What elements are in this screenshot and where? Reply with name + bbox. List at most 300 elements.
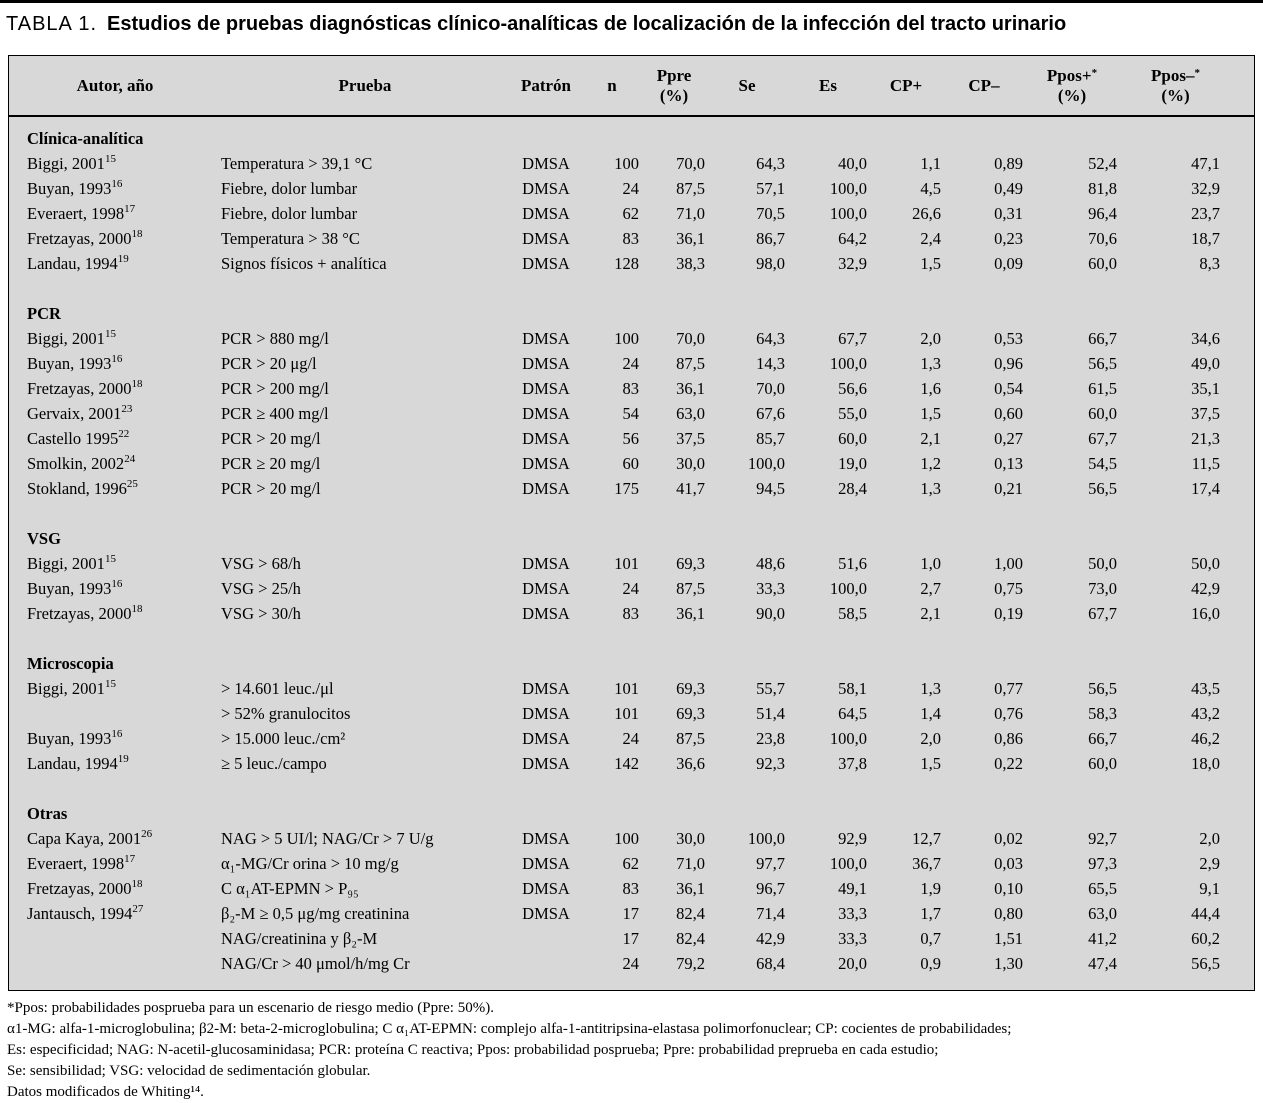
value-cell: 30,0: [676, 829, 705, 848]
reference-superscript: 18: [131, 227, 143, 240]
author-cell: [9, 926, 221, 951]
reference-superscript: 22: [118, 427, 130, 440]
value-cell: 33,3: [756, 579, 785, 598]
value-cell: 70,6: [1088, 229, 1117, 248]
value-cell: 1,7: [920, 904, 941, 923]
value-cell: 8,3: [1199, 254, 1220, 273]
table-header-row: [9, 56, 1254, 116]
value-cell: 54,5: [1088, 454, 1117, 473]
value-cell: 92,7: [1088, 829, 1117, 848]
diagnostics-table: [9, 56, 1254, 990]
standard-cell: DMSA: [522, 329, 570, 348]
author-cell: Buyan, 1993$^{16}$: [27, 577, 123, 598]
test-cell: C α₁AT-EPMN > P₉₅: [221, 879, 359, 898]
author-cell: Castello 1995$^{22}$: [27, 427, 130, 448]
page-title: [6, 11, 1256, 37]
value-cell: 0,96: [994, 354, 1023, 373]
value-cell: 70,0: [756, 379, 785, 398]
table-row: [9, 851, 1254, 876]
column-header: Se: [707, 56, 787, 116]
value-cell: 40,0: [838, 154, 867, 173]
value-cell: 0,77: [994, 679, 1023, 698]
value-cell: 1,9: [920, 879, 941, 898]
value-cell: 55,0: [838, 404, 867, 423]
value-cell: 100: [614, 829, 639, 848]
value-cell: 19,0: [838, 454, 867, 473]
value-cell: 100,0: [829, 729, 867, 748]
column-header: Ppos+* (%): [1025, 56, 1119, 116]
table-row: [9, 576, 1254, 601]
test-cell: NAG > 5 UI/l; NAG/Cr > 7 U/g: [221, 829, 434, 848]
table-row: [9, 351, 1254, 376]
value-cell: 41,7: [676, 479, 705, 498]
standard-cell: DMSA: [522, 679, 570, 698]
standard-cell: DMSA: [522, 429, 570, 448]
value-cell: 0,75: [994, 579, 1023, 598]
value-cell: 55,7: [756, 679, 785, 698]
value-cell: 2,4: [920, 229, 941, 248]
value-cell: 142: [614, 754, 639, 773]
reference-superscript: 23: [121, 402, 133, 415]
value-cell: 100: [614, 329, 639, 348]
section-name: VSG: [27, 529, 61, 548]
standard-cell: [509, 951, 583, 990]
value-cell: 73,0: [1088, 579, 1117, 598]
value-cell: 48,6: [756, 554, 785, 573]
reference-superscript: 15: [104, 552, 116, 565]
value-cell: 60,0: [838, 429, 867, 448]
reference-superscript: 25: [126, 477, 138, 490]
footnote: Se: sensibilidad; VSG: velocidad de sedimentación globular.: [7, 1063, 371, 1079]
test-cell: NAG/creatinina y β₂-M: [221, 929, 378, 948]
value-cell: 1,4: [920, 704, 941, 723]
value-cell: 24: [622, 179, 639, 198]
table-row: [9, 476, 1254, 501]
value-cell: 47,1: [1191, 154, 1220, 173]
value-cell: 1,2: [920, 454, 941, 473]
value-cell: 14,3: [756, 354, 785, 373]
value-cell: 50,0: [1191, 554, 1220, 573]
reference-superscript: 27: [132, 902, 144, 915]
value-cell: 0,22: [994, 754, 1023, 773]
value-cell: 1,1: [920, 154, 941, 173]
value-cell: 2,7: [920, 579, 941, 598]
section-spacer: [9, 626, 1254, 651]
author-cell: Stokland, 1996$^{25}$: [27, 477, 138, 498]
standard-cell: DMSA: [522, 179, 570, 198]
section-name: Microscopia: [27, 654, 114, 673]
value-cell: 54: [622, 404, 639, 423]
test-cell: > 52% granulocitos: [221, 704, 351, 723]
value-cell: 101: [614, 554, 639, 573]
table-row: [9, 376, 1254, 401]
value-cell: 85,7: [756, 429, 785, 448]
value-cell: 96,4: [1088, 204, 1117, 223]
section-header: [9, 301, 1254, 326]
value-cell: 49,0: [1191, 354, 1220, 373]
value-cell: 83: [622, 604, 639, 623]
value-cell: 0,54: [994, 379, 1023, 398]
test-cell: Temperatura > 38 °C: [221, 229, 360, 248]
value-cell: 65,5: [1088, 879, 1117, 898]
spacer-cell: [9, 626, 1254, 651]
value-cell: 101: [614, 704, 639, 723]
value-cell: 60,2: [1191, 929, 1220, 948]
value-cell: 60,0: [1088, 254, 1117, 273]
value-cell: 43,2: [1191, 704, 1220, 723]
table-row: [9, 901, 1254, 926]
value-cell: 90,0: [756, 604, 785, 623]
value-cell: 69,3: [676, 679, 705, 698]
table-row: [9, 726, 1254, 751]
value-cell: 30,0: [676, 454, 705, 473]
column-header: Ppre (%): [641, 56, 707, 116]
value-cell: 1,0: [920, 554, 941, 573]
value-cell: 37,8: [838, 754, 867, 773]
value-cell: 64,3: [756, 329, 785, 348]
value-cell: 0,7: [920, 929, 941, 948]
value-cell: 36,1: [676, 604, 705, 623]
value-cell: 52,4: [1088, 154, 1117, 173]
standard-cell: [509, 926, 583, 951]
value-cell: 71,0: [676, 854, 705, 873]
footnote: Datos modificados de Whiting¹⁴.: [7, 1084, 204, 1100]
value-cell: 58,1: [838, 679, 867, 698]
value-cell: 33,3: [838, 929, 867, 948]
value-cell: 12,7: [912, 829, 941, 848]
value-cell: 24: [622, 954, 639, 973]
value-cell: 21,3: [1191, 429, 1220, 448]
section-header: [9, 801, 1254, 826]
value-cell: 94,5: [756, 479, 785, 498]
value-cell: 32,9: [1191, 179, 1220, 198]
value-cell: 32,9: [838, 254, 867, 273]
value-cell: 0,31: [994, 204, 1023, 223]
reference-superscript: 16: [111, 352, 123, 365]
value-cell: 1,3: [920, 679, 941, 698]
author-cell: Biggi, 2001$^{15}$: [27, 677, 116, 698]
value-cell: 100,0: [829, 204, 867, 223]
standard-cell: DMSA: [522, 579, 570, 598]
value-cell: 46,2: [1191, 729, 1220, 748]
value-cell: 49,1: [838, 879, 867, 898]
standard-cell: DMSA: [522, 704, 570, 723]
test-cell: VSG > 25/h: [221, 579, 301, 598]
section-name: Otras: [27, 804, 68, 823]
value-cell: 41,2: [1088, 929, 1117, 948]
value-cell: 87,5: [676, 579, 705, 598]
value-cell: 64,5: [838, 704, 867, 723]
value-cell: 58,3: [1088, 704, 1117, 723]
value-cell: 70,0: [676, 329, 705, 348]
value-cell: 1,5: [920, 254, 941, 273]
value-cell: 66,7: [1088, 329, 1117, 348]
reference-superscript: 17: [124, 852, 136, 865]
section-header: [9, 116, 1254, 151]
column-header: CP–: [943, 56, 1025, 116]
test-cell: ≥ 5 leuc./campo: [221, 754, 327, 773]
value-cell: 100,0: [747, 454, 785, 473]
table-row: [9, 551, 1254, 576]
test-cell: > 15.000 leuc./cm²: [221, 729, 346, 748]
value-cell: 0,13: [994, 454, 1023, 473]
value-cell: 0,80: [994, 904, 1023, 923]
reference-superscript: 16: [111, 177, 123, 190]
author-cell: Fretzayas, 2000$^{18}$: [27, 227, 143, 248]
value-cell: 50,0: [1088, 554, 1117, 573]
value-cell: 67,7: [1088, 429, 1117, 448]
section-name: PCR: [27, 304, 61, 323]
standard-cell: DMSA: [522, 729, 570, 748]
test-cell: α₁-MG/Cr orina > 10 mg/g: [221, 854, 399, 873]
value-cell: 61,5: [1088, 379, 1117, 398]
table-title-text: Estudios de pruebas diagnósticas clínico-analíticas de localización de la infección del tracto urinario: [107, 13, 1067, 35]
value-cell: 86,7: [756, 229, 785, 248]
standard-cell: DMSA: [522, 254, 570, 273]
value-cell: 0,9: [920, 954, 941, 973]
author-cell: Gervaix, 2001$^{23}$: [27, 402, 133, 423]
value-cell: 36,6: [676, 754, 705, 773]
value-cell: 0,27: [994, 429, 1023, 448]
value-cell: 37,5: [1191, 404, 1220, 423]
reference-superscript: 19: [117, 752, 129, 765]
table-row: [9, 151, 1254, 176]
test-cell: PCR ≥ 20 mg/l: [221, 454, 321, 473]
section-header: [9, 651, 1254, 676]
value-cell: 60: [622, 454, 639, 473]
table-row: [9, 426, 1254, 451]
table-row: [9, 876, 1254, 901]
standard-cell: DMSA: [522, 479, 570, 498]
value-cell: 0,23: [994, 229, 1023, 248]
value-cell: 33,3: [838, 904, 867, 923]
section-spacer: [9, 276, 1254, 301]
value-cell: 4,5: [920, 179, 941, 198]
value-cell: 0,89: [994, 154, 1023, 173]
table-body: [9, 116, 1254, 990]
value-cell: 2,1: [920, 604, 941, 623]
value-cell: 82,4: [676, 904, 705, 923]
standard-cell: DMSA: [522, 454, 570, 473]
value-cell: 1,30: [994, 954, 1023, 973]
value-cell: 56,6: [838, 379, 867, 398]
value-cell: 36,1: [676, 379, 705, 398]
value-cell: 69,3: [676, 704, 705, 723]
reference-superscript: 15: [104, 677, 116, 690]
value-cell: 67,7: [1088, 604, 1117, 623]
test-cell: Fiebre, dolor lumbar: [221, 204, 358, 223]
value-cell: 63,0: [1088, 904, 1117, 923]
value-cell: 100: [614, 154, 639, 173]
value-cell: 0,10: [994, 879, 1023, 898]
value-cell: 62: [622, 204, 639, 223]
section-spacer: [9, 501, 1254, 526]
standard-cell: DMSA: [522, 754, 570, 773]
value-cell: 56,5: [1088, 354, 1117, 373]
test-cell: β₂-M ≥ 0,5 μg/mg creatinina: [221, 904, 410, 923]
value-cell: 34,6: [1191, 329, 1220, 348]
value-cell: 83: [622, 229, 639, 248]
value-cell: 69,3: [676, 554, 705, 573]
author-cell: Buyan, 1993$^{16}$: [27, 352, 123, 373]
value-cell: 36,1: [676, 229, 705, 248]
table-row: [9, 701, 1254, 726]
column-header: n: [583, 56, 641, 116]
author-cell: Biggi, 2001$^{15}$: [27, 152, 116, 173]
value-cell: 71,0: [676, 204, 705, 223]
section-header: [9, 526, 1254, 551]
reference-superscript: 19: [117, 252, 129, 265]
value-cell: 83: [622, 379, 639, 398]
value-cell: 56,5: [1088, 679, 1117, 698]
test-cell: PCR > 880 mg/l: [221, 329, 329, 348]
standard-cell: DMSA: [522, 854, 570, 873]
value-cell: 56,5: [1088, 479, 1117, 498]
value-cell: 0,60: [994, 404, 1023, 423]
standard-cell: DMSA: [522, 354, 570, 373]
value-cell: 60,0: [1088, 404, 1117, 423]
reference-superscript: 15: [104, 152, 116, 165]
value-cell: 68,4: [756, 954, 785, 973]
test-cell: PCR > 20 μg/l: [221, 354, 317, 373]
value-cell: 92,9: [838, 829, 867, 848]
test-cell: > 14.601 leuc./μl: [221, 679, 334, 698]
value-cell: 0,09: [994, 254, 1023, 273]
value-cell: 43,5: [1191, 679, 1220, 698]
value-cell: 23,7: [1191, 204, 1220, 223]
value-cell: 24: [622, 729, 639, 748]
value-cell: 17,4: [1191, 479, 1220, 498]
value-cell: 23,8: [756, 729, 785, 748]
table-row: [9, 451, 1254, 476]
author-cell: Biggi, 2001$^{15}$: [27, 327, 116, 348]
value-cell: 97,3: [1088, 854, 1117, 873]
table-row: [9, 326, 1254, 351]
author-cell: Biggi, 2001$^{15}$: [27, 552, 116, 573]
value-cell: 2,9: [1199, 854, 1220, 873]
value-cell: 128: [614, 254, 639, 273]
column-header: Es: [787, 56, 869, 116]
value-cell: 2,0: [920, 729, 941, 748]
table-row: [9, 751, 1254, 776]
author-cell: Smolkin, 2002$^{24}$: [27, 452, 136, 473]
author-cell: Fretzayas, 2000$^{18}$: [27, 377, 143, 398]
table-row: [9, 401, 1254, 426]
value-cell: 51,4: [756, 704, 785, 723]
standard-cell: DMSA: [522, 379, 570, 398]
standard-cell: DMSA: [522, 904, 570, 923]
test-cell: PCR > 20 mg/l: [221, 479, 321, 498]
value-cell: 101: [614, 679, 639, 698]
value-cell: 42,9: [1191, 579, 1220, 598]
value-cell: 70,0: [676, 154, 705, 173]
value-cell: 100,0: [829, 179, 867, 198]
value-cell: 1,3: [920, 354, 941, 373]
value-cell: 0,86: [994, 729, 1023, 748]
value-cell: 17: [622, 929, 639, 948]
value-cell: 17: [622, 904, 639, 923]
value-cell: 87,5: [676, 179, 705, 198]
footnote: Es: especificidad; NAG: N-acetil-glucosaminidasa; PCR: proteína C reactiva; Ppos: probabilidad posprueba; Ppre: probabilidad preprueba en cada estudio;: [7, 1042, 939, 1058]
value-cell: 63,0: [676, 404, 705, 423]
test-cell: PCR > 20 mg/l: [221, 429, 321, 448]
reference-superscript: 17: [124, 202, 136, 215]
value-cell: 28,4: [838, 479, 867, 498]
author-cell: Buyan, 1993$^{16}$: [27, 727, 123, 748]
test-cell: NAG/Cr > 40 μmol/h/mg Cr: [221, 954, 410, 973]
reference-superscript: 16: [111, 577, 123, 590]
test-cell: PCR ≥ 400 mg/l: [221, 404, 329, 423]
value-cell: 100,0: [829, 354, 867, 373]
footnote: *Ppos: probabilidades posprueba para un escenario de riesgo medio (Ppre: 50%).: [7, 1000, 494, 1016]
author-cell: Everaert, 1998$^{17}$: [27, 202, 136, 223]
standard-cell: DMSA: [522, 204, 570, 223]
value-cell: 2,0: [1199, 829, 1220, 848]
section-name: Clínica-analítica: [27, 129, 144, 148]
table-row: [9, 601, 1254, 626]
standard-cell: DMSA: [522, 879, 570, 898]
footnote: α1-MG: alfa-1-microglobulina; β2-M: beta-2-microglobulina; C α₁AT-EPMN: complejo alfa-1-antitripsina-elastasa polimorfonuclear; CP: cocientes de probabilidades;: [7, 1021, 1012, 1037]
value-cell: 1,5: [920, 754, 941, 773]
value-cell: 64,3: [756, 154, 785, 173]
value-cell: 58,5: [838, 604, 867, 623]
value-cell: 18,0: [1191, 754, 1220, 773]
standard-cell: DMSA: [522, 404, 570, 423]
spacer-cell: [9, 276, 1254, 301]
reference-superscript: 26: [141, 827, 153, 840]
reference-superscript: 18: [131, 377, 143, 390]
value-cell: 1,6: [920, 379, 941, 398]
header-row: [9, 56, 1254, 116]
table-row: [9, 676, 1254, 701]
value-cell: 1,5: [920, 404, 941, 423]
author-cell: Landau, 1994$^{19}$: [27, 252, 129, 273]
value-cell: 36,1: [676, 879, 705, 898]
standard-cell: DMSA: [522, 554, 570, 573]
value-cell: 70,5: [756, 204, 785, 223]
standard-cell: DMSA: [522, 154, 570, 173]
value-cell: 24: [622, 579, 639, 598]
value-cell: 0,02: [994, 829, 1023, 848]
author-cell: Everaert, 1998$^{17}$: [27, 852, 136, 873]
value-cell: 62: [622, 854, 639, 873]
column-header: CP+: [869, 56, 943, 116]
standard-cell: DMSA: [522, 829, 570, 848]
value-cell: 57,1: [756, 179, 785, 198]
value-cell: 44,4: [1191, 904, 1220, 923]
table-row: [9, 926, 1254, 951]
value-cell: 24: [622, 354, 639, 373]
column-header: Prueba: [221, 56, 509, 116]
value-cell: 2,1: [920, 429, 941, 448]
table-row: [9, 176, 1254, 201]
value-cell: 175: [614, 479, 639, 498]
author-cell: [9, 951, 221, 990]
value-cell: 18,7: [1191, 229, 1220, 248]
value-cell: 35,1: [1191, 379, 1220, 398]
value-cell: 56: [622, 429, 639, 448]
author-cell: Jantausch, 1994$^{27}$: [27, 902, 144, 923]
table-row: [9, 226, 1254, 251]
author-cell: Buyan, 1993$^{16}$: [27, 177, 123, 198]
reference-superscript: 16: [111, 727, 123, 740]
value-cell: 87,5: [676, 354, 705, 373]
standard-cell: DMSA: [522, 229, 570, 248]
author-cell: Fretzayas, 2000$^{18}$: [27, 602, 143, 623]
test-cell: VSG > 30/h: [221, 604, 301, 623]
value-cell: 1,00: [994, 554, 1023, 573]
test-cell: VSG > 68/h: [221, 554, 301, 573]
